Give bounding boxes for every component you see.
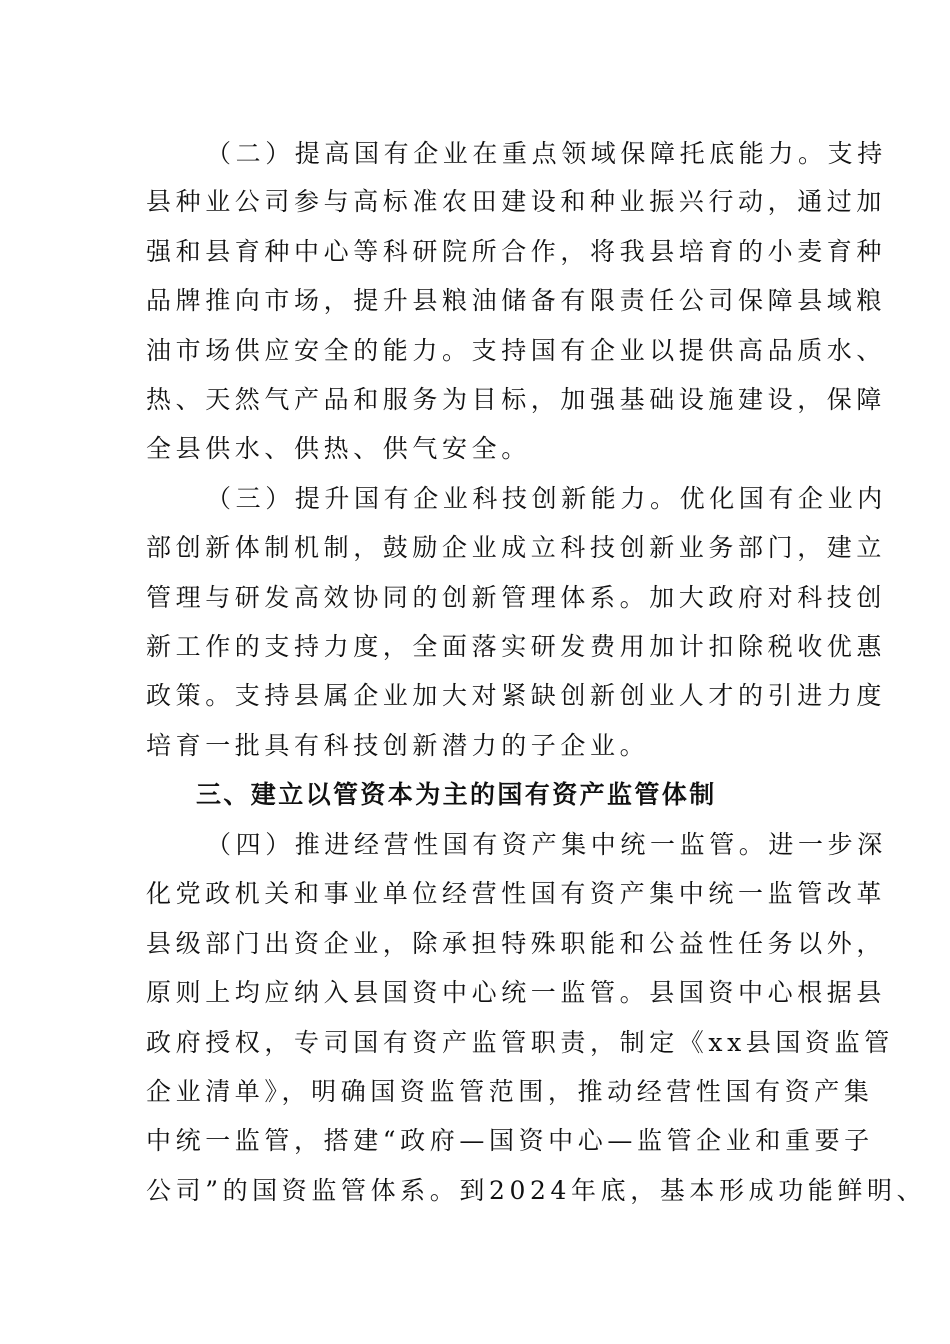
section-3-line-4: 新工作的支持力度，全面落实研发费用加计扣除税收优惠 xyxy=(146,632,887,661)
section-4-line-3: 县级部门出资企业，除承担特殊职能和公益性任务以外， xyxy=(146,929,887,958)
section-3-line-5: 政策。支持县属企业加大对紧缺创新创业人才的引进力度 xyxy=(146,681,887,710)
section-3-line-3: 管理与研发高效协同的创新管理体系。加大政府对科技创 xyxy=(146,583,887,612)
section-4-line-2: 化党政机关和事业单位经营性国有资产集中统一监管改革 xyxy=(146,879,887,908)
section-4-line-8: 公司”的国资监管体系。到2024年底，基本形成功能鲜明、 xyxy=(146,1176,927,1205)
section-4-line-7: 中统一监管，搭建“政府—国资中心—监管企业和重要子 xyxy=(146,1126,874,1155)
section-3-line-2: 部创新体制机制，鼓励企业成立科技创新业务部门，建立 xyxy=(146,533,887,562)
section-2-line-1: （二）提高国有企业在重点领域保障托底能力。支持 xyxy=(206,139,887,168)
section-3-line-6: 培育一批具有科技创新潜力的子企业。 xyxy=(146,731,650,760)
section-4-line-1: （四）推进经营性国有资产集中统一监管。进一步深 xyxy=(206,830,887,859)
section-4-line-4: 原则上均应纳入县国资中心统一监管。县国资中心根据县 xyxy=(146,978,887,1007)
section-2-line-3: 强和县育种中心等科研院所合作，将我县培育的小麦育种 xyxy=(146,237,887,266)
section-3-line-1: （三）提升国有企业科技创新能力。优化国有企业内 xyxy=(206,484,887,513)
section-2-line-4: 品牌推向市场，提升县粮油储备有限责任公司保障县域粮 xyxy=(146,286,887,315)
section-2-line-2: 县种业公司参与高标准农田建设和种业振兴行动，通过加 xyxy=(146,187,887,216)
section-2-line-7: 全县供水、供热、供气安全。 xyxy=(146,434,531,463)
section-heading-3: 三、建立以管资本为主的国有资产监管体制 xyxy=(196,780,717,809)
section-4-line-6: 企业清单》，明确国资监管范围，推动经营性国有资产集 xyxy=(146,1077,874,1106)
section-2-line-6: 热、天然气产品和服务为目标，加强基础设施建设，保障 xyxy=(146,385,887,414)
section-2-line-5: 油市场供应安全的能力。支持国有企业以提供高品质水、 xyxy=(146,336,887,365)
section-4-line-5: 政府授权，专司国有资产监管职责，制定《xx县国资监管 xyxy=(146,1028,894,1057)
